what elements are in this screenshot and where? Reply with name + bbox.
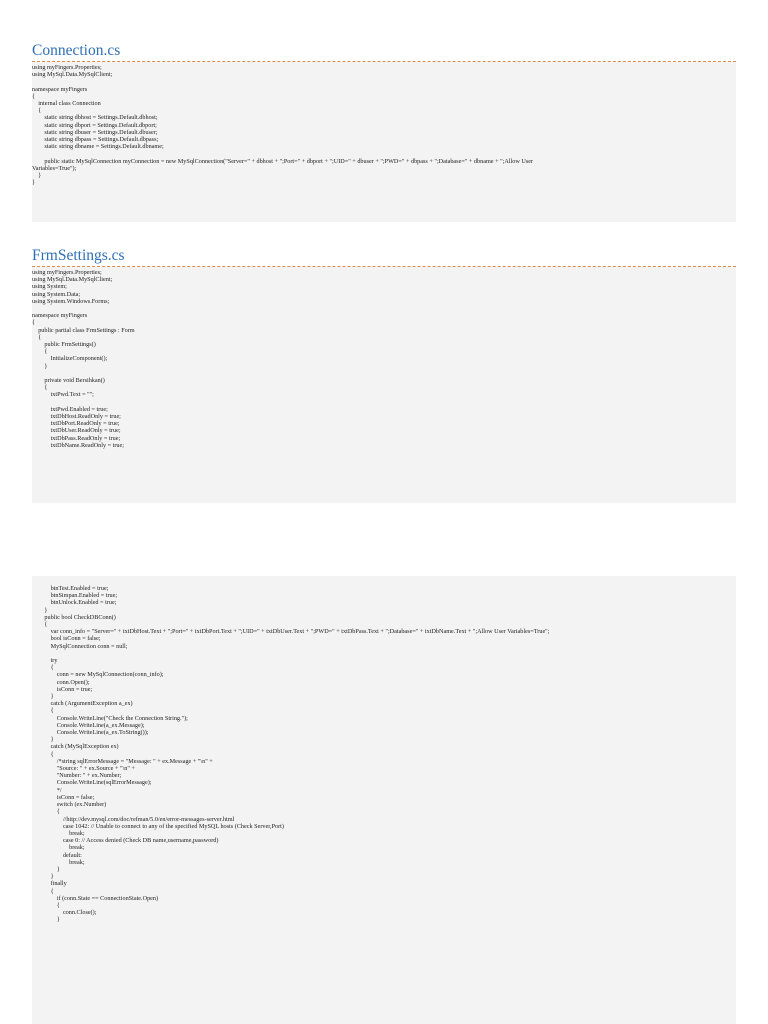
code-text: using myFingers.Properties; using MySql.Data.MySqlClient; namespace myFingers { internal class Connection { static string dbhost = Settings.Default.dbhost; static string dbport = Settings.Default.dbport; static string dbuser = Settings.Default.dbuser; static string dbpass = Settings.Default.dbpass; static string dbname = Settings.Default.dbname; public static MySqlConnection myConnection = new MySqlConnection("Server=" + dbhost + ";Port=" + dbport + ";UID=" + dbuser + ";PWD=" + dbpass + ";Database=" + dbname + ";Allow User Variables=True"); } } [32, 64, 534, 187]
file-title-frmsettings: FrmSettings.cs [32, 247, 125, 264]
file-title-connection: Connection.cs [32, 42, 121, 59]
code-block-frmsettings-continued [32, 576, 736, 1024]
code-block-frmsettings [32, 267, 736, 503]
code-text: using myFingers.Properties; using MySql.Data.MySqlClient; using System; using System.Data; using System.Windows.Forms; namespace myFingers { public partial class FrmSettings : Form { public FrmSettings() { InitializeComponent(); } private void Bersihkan() { txtPwd.Text = ""; txtPwd.Enabled = true; txtDbHost.ReadOnly = true; txtDbPort.ReadOnly = true; txtDbUser.ReadOnly = true; txtDbPass.ReadOnly = true; txtDbName.ReadOnly = true; [32, 269, 135, 449]
code-text: btnTest.Enabled = true; btnSimpan.Enabled = true; btnUnlock.Enabled = true; } public bool CheckDBConn() { var conn_info = "Server=" + txtDbHost.Text + ";Port=" + txtDbPort.Text + ";UID=" + txtDbUser.Text + ";PWD=" + txtDbPass.Text + ";Database=" + txtDbName.Text + ";Allow User Variables=True"; bool isConn = false; MySqlConnection conn = null; try { conn = new MySqlConnection(conn_info); conn.Open(); isConn = true; } catch (ArgumentException a_ex) { Console.WriteLine("Check the Connection String."); Console.WriteLine(a_ex.Message); Console.WriteLine(a_ex.ToString()); } catch (MySqlException ex) { /*string sqlErrorMessage = "Message: " + ex.Message + "\n" + "Source: " + ex.Source + "\n" + "Number: " + ex.Number; Console.WriteLine(sqlErrorMessage); */ isConn = false; switch (ex.Number) { //http://dev.mysql.com/doc/refman/5.0/en/error-messages-server.html case 1042: // Unable to connect to any of the specified MySQL hosts (Check Server,Port) break; case 0: // Access denied (Check DB name,username,password) break; default: break; } } finally { if (conn.State == ConnectionState.Open) { conn.Close(); } [44, 585, 550, 924]
code-block-connection [32, 62, 736, 222]
